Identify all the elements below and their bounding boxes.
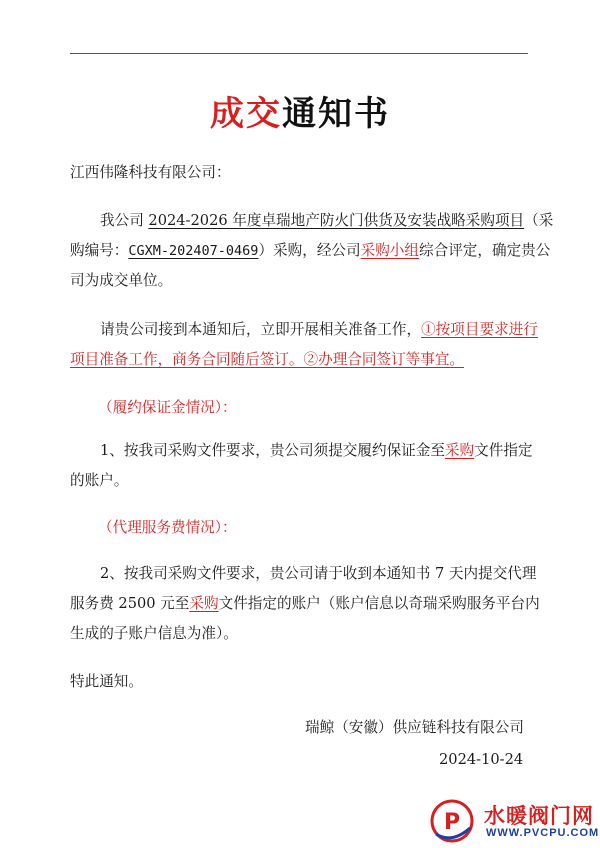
para1-text: ）采购，经公司 [258,242,361,259]
signature-company: 瑞鲸（安徽）供应链科技有限公司 [305,719,524,736]
recipient: 江西伟隆科技有限公司： [70,164,231,181]
site-logo-icon [428,798,478,844]
para3-text: 1、按我司采购文件要求，贵公司须提交履约保证金至 [100,442,445,459]
para3-line2: 的账户。 [70,472,129,489]
title-red-part: 成交 [210,94,282,134]
para4-highlight: 采购 [189,595,219,612]
para3-highlight: 采购 [444,442,475,459]
para1-text: （采 [524,212,554,229]
para4-line2 [70,594,540,614]
para3-text: 文件指定 [474,442,533,459]
watermark-url: WWW.PVCPU.COM [486,827,600,839]
para2-text: 请贵公司接到本通知后，立即开展相关准备工作， [100,321,422,338]
para1-text: 综合评定，确定贵公 [419,242,551,259]
section-heading-performance-bond: （履约保证金情况）： [98,399,237,416]
para4-line1: 2、按我司采购文件要求，贵公司请于收到本通知书 7 天内提交代理 [100,565,537,582]
site-watermark [424,796,600,848]
para1-text: 购编号： [70,242,129,259]
para4-line3: 生成的子账户信息为准）。 [70,625,238,642]
para1-line3: 司为成交单位。 [70,272,173,289]
para2-line2: 项目准备工作，商务合同随后签订。②办理合同签订等事宜。 [70,351,465,368]
para1-text: 我公司 [100,212,149,229]
highlight-procurement-team: 采购小组 [360,242,419,259]
para4-text: 文件指定的账户（账户信息以奇瑞采购服务平台内 [218,595,540,612]
para1-line1 [100,211,553,231]
watermark-site-name: 水暖阀门网 [484,804,594,828]
section-heading-agency-fee: （代理服务费情况）： [98,519,237,536]
procurement-code: CGXM-202407-0469 [128,243,259,259]
closing-text: 特此通知。 [70,673,143,690]
top-divider [70,53,528,54]
signature-date: 2024-10-24 [439,751,524,768]
logo-letter: P [443,810,461,835]
para1-line2 [70,241,550,261]
para4-text: 服务费 2500 元至 [70,595,190,612]
para2-highlight: ①按项目要求进行 [421,321,538,338]
para2-line1 [100,320,538,340]
title-black-part: 通知书 [282,94,390,134]
page-title [0,86,600,135]
project-name: 2024-2026 年度卓瑞地产防火门供货及安装战略采购项目 [148,212,525,229]
para3-line1 [100,441,533,461]
